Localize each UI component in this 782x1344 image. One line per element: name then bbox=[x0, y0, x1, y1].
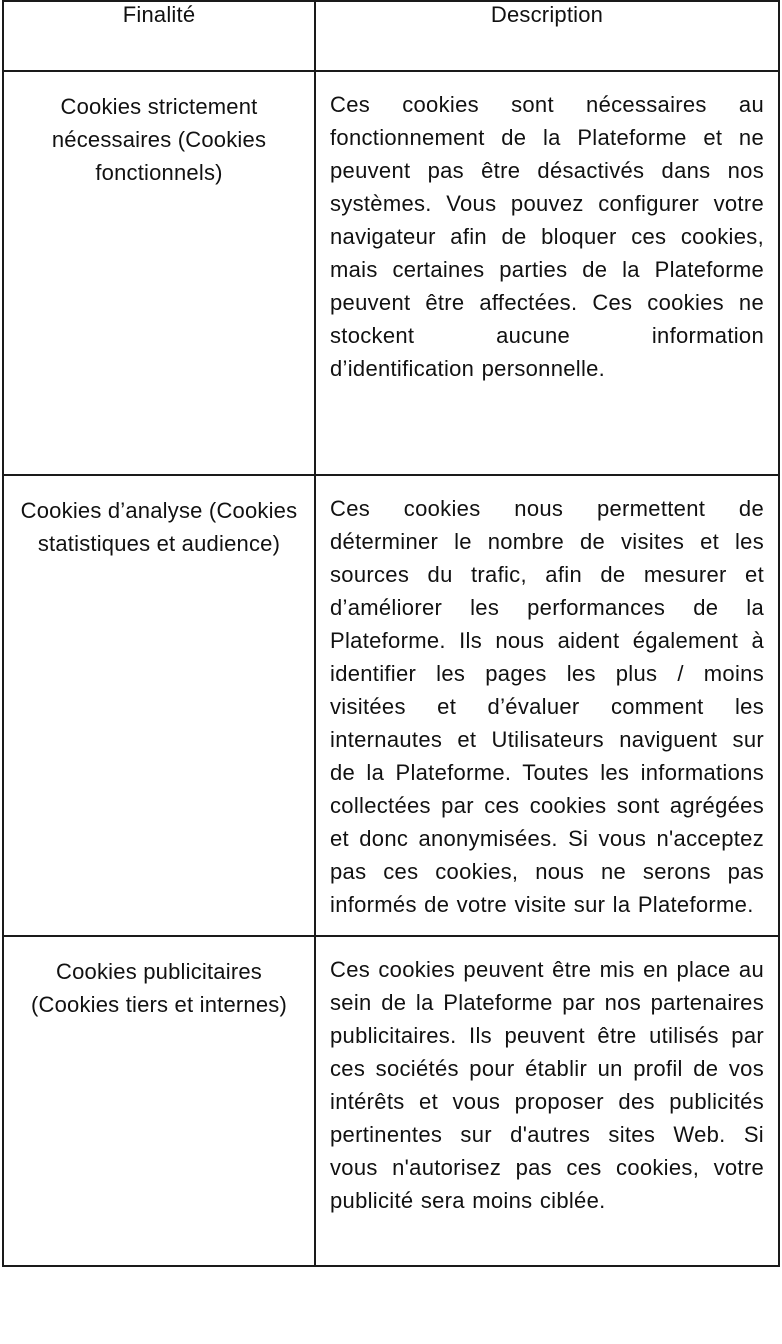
header-description: Description bbox=[315, 1, 779, 71]
description-cell: Ces cookies sont nécessaires au fonctionnement de la Plateforme et ne peuvent pas être désactivés dans nos systèmes. Vous pouvez configurer votre navigateur afin de bloquer ces cookies, mais certaines parties de la Plateforme peuvent être affectées. Ces cookies ne stockent aucune information d’identification personnelle. bbox=[315, 71, 779, 475]
cookie-purpose-table bbox=[2, 0, 780, 1267]
purpose-cell: Cookies publicitaires (Cookies tiers et internes) bbox=[3, 936, 315, 1266]
table-header-row bbox=[3, 1, 779, 71]
table-row bbox=[3, 475, 779, 936]
description-cell: Ces cookies nous permettent de déterminer le nombre de visites et les sources du trafic, afin de mesurer et d’améliorer les performances de la Plateforme. Ils nous aident également à identifier les pages les plus / moins visitées et d’évaluer comment les internautes et Utilisateurs naviguent sur de la Plateforme. Toutes les informations collectées par ces cookies sont agrégées et donc anonymisées. Si vous n'acceptez pas ces cookies, nous ne serons pas informés de votre visite sur la Plateforme. bbox=[315, 475, 779, 936]
description-cell: Ces cookies peuvent être mis en place au sein de la Plateforme par nos partenaires publicitaires. Ils peuvent être utilisés par ces sociétés pour établir un profil de vos intérêts et vous proposer des publicités pertinentes sur d'autres sites Web. Si vous n'autorisez pas ces cookies, votre publicité sera moins ciblée. bbox=[315, 936, 779, 1266]
purpose-cell: Cookies strictement nécessaires (Cookies fonctionnels) bbox=[3, 71, 315, 475]
table-row bbox=[3, 71, 779, 475]
purpose-cell: Cookies d’analyse (Cookies statistiques et audience) bbox=[3, 475, 315, 936]
table-row bbox=[3, 936, 779, 1266]
header-purpose: Finalité bbox=[3, 1, 315, 71]
